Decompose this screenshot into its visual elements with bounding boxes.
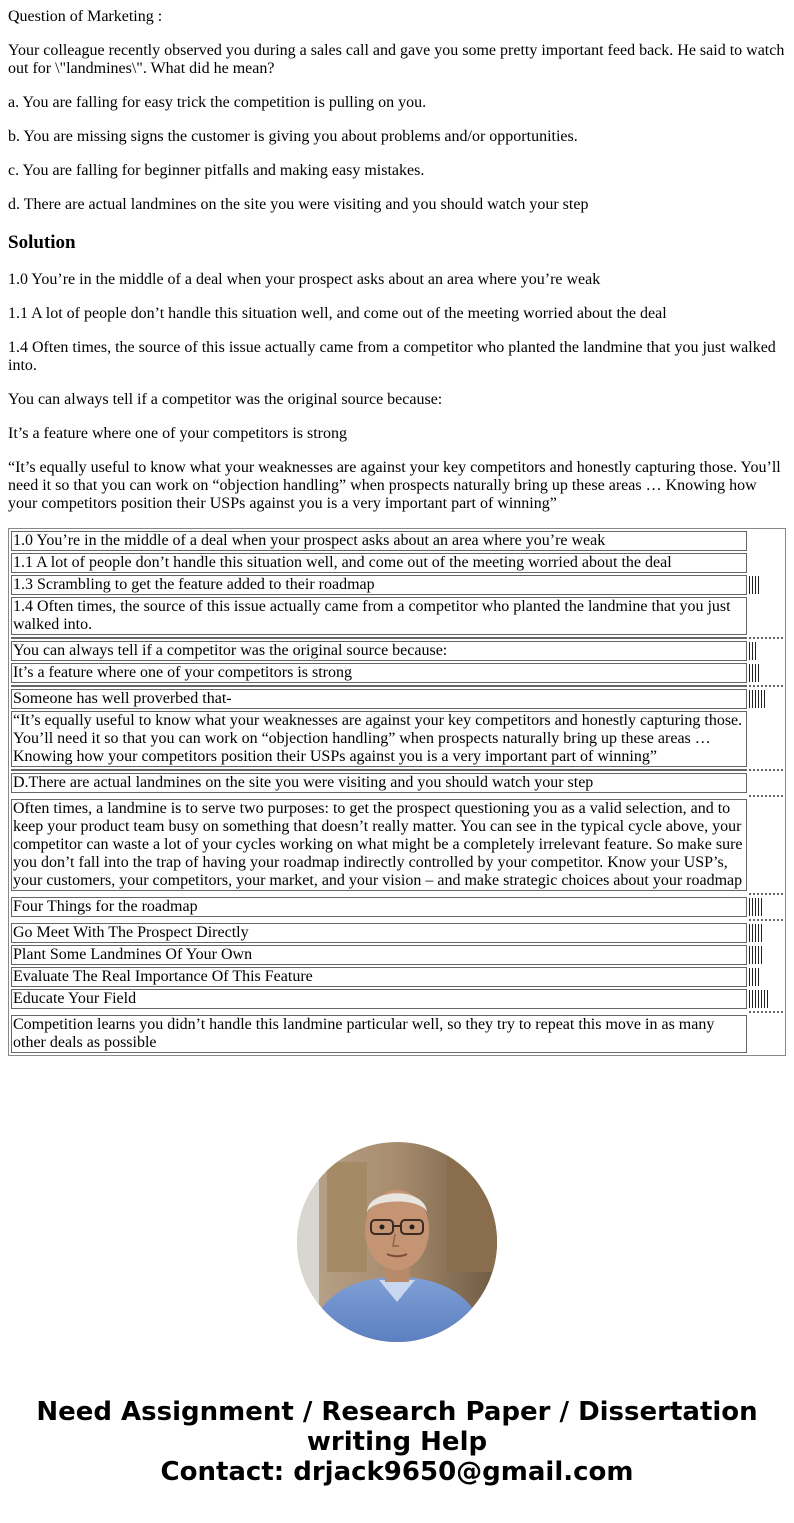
bar-mark bbox=[758, 576, 759, 594]
table-separator bbox=[11, 795, 783, 797]
bar-mark bbox=[755, 968, 756, 986]
table-separator bbox=[11, 919, 783, 921]
table-row bbox=[11, 641, 783, 661]
table-row bbox=[11, 1015, 783, 1053]
bar-mark bbox=[752, 924, 753, 942]
bar-mark bbox=[752, 898, 753, 916]
solution-paragraph: 1.4 Often times, the source of this issue actually came from a competitor who planted the landmine that you just walked into. bbox=[8, 339, 776, 374]
table-row bbox=[11, 663, 783, 683]
bar-mark bbox=[749, 664, 750, 682]
bar-mark bbox=[749, 968, 750, 986]
table-cell: Often times, a landmine is to serve two purposes: to get the prospect questioning you as a valid selection, and to keep your product team busy on something that doesn’t really matter. You can see in the typical cycle above, your competitor can waste a lot of your cycles working on what might be a completely irrelevant feature. So make sure you don’t fall into the trap of having your roadmap indirectly controlled by your competitor. Know your USP’s, your customers, your competitors, your market, and your vision – and make strategic choices about your roadmap bbox=[11, 799, 747, 891]
bar-marks bbox=[749, 968, 761, 986]
solution-quote: “It’s equally useful to know what your weaknesses are against your key competitors and honestly capturing those. You’ll need it so that you can work on “objection handling” when prospects naturally bring up these areas … Knowing how your competitors position their USPs against you is a very important part of winning” bbox=[8, 459, 781, 512]
table-row bbox=[11, 689, 783, 709]
bar-mark bbox=[752, 990, 753, 1008]
bar-mark bbox=[752, 946, 753, 964]
option-a: a. You are falling for easy trick the competition is pulling on you. bbox=[8, 94, 427, 111]
table-row bbox=[11, 967, 783, 987]
bar-mark bbox=[752, 576, 753, 594]
table-row bbox=[11, 531, 783, 551]
table-separator bbox=[11, 769, 783, 771]
table-row bbox=[11, 989, 783, 1009]
bar-mark bbox=[761, 924, 762, 942]
bar-mark bbox=[758, 946, 759, 964]
table-cell: Educate Your Field bbox=[11, 989, 747, 1009]
table-row bbox=[11, 711, 783, 767]
table-row bbox=[11, 773, 783, 793]
cta-line-1: Need Assignment / Research Paper / Dissertation writing Help bbox=[36, 1397, 758, 1457]
table-row bbox=[11, 553, 783, 573]
bar-mark bbox=[749, 990, 750, 1008]
bar-mark bbox=[749, 690, 750, 708]
bar-mark bbox=[749, 924, 750, 942]
bar-mark bbox=[752, 664, 753, 682]
bar-mark bbox=[752, 642, 753, 660]
table-row bbox=[11, 799, 783, 891]
bar-mark bbox=[758, 968, 759, 986]
table-cell: “It’s equally useful to know what your weaknesses are against your key competitors and honestly capturing those. You’ll need it so that you can work on “objection handling” when prospects naturally bring up these areas … Knowing how your competitors position their USPs against you is a very important part of winning” bbox=[11, 711, 747, 767]
bar-mark bbox=[761, 946, 762, 964]
bar-mark bbox=[761, 990, 762, 1008]
bar-mark bbox=[758, 664, 759, 682]
table-cell: Four Things for the roadmap bbox=[11, 897, 747, 917]
bar-mark bbox=[764, 990, 765, 1008]
question-prompt: Your colleague recently observed you during a sales call and gave you some pretty important feed back. He said to watch out for \"landmines\". What did he mean? bbox=[8, 42, 785, 77]
bar-mark bbox=[755, 898, 756, 916]
bar-mark bbox=[749, 946, 750, 964]
bar-marks bbox=[749, 576, 761, 594]
bar-mark bbox=[758, 690, 759, 708]
bar-mark bbox=[755, 946, 756, 964]
bar-mark bbox=[755, 664, 756, 682]
table-row bbox=[11, 597, 783, 635]
table-cell: 1.0 You’re in the middle of a deal when your prospect asks about an area where you’re weak bbox=[11, 531, 747, 551]
table-cell: 1.3 Scrambling to get the feature added to their roadmap bbox=[11, 575, 747, 595]
cta-line-2: Contact: drjack9650@gmail.com bbox=[160, 1457, 634, 1487]
bar-marks bbox=[749, 642, 758, 660]
cta-banner bbox=[0, 1397, 794, 1487]
table-separator bbox=[11, 685, 783, 687]
bar-mark bbox=[755, 690, 756, 708]
question-title: Question of Marketing : bbox=[8, 8, 163, 25]
bar-mark bbox=[761, 898, 762, 916]
bar-mark bbox=[767, 990, 768, 1008]
table-row bbox=[11, 575, 783, 595]
table-cell: It’s a feature where one of your competitors is strong bbox=[11, 663, 747, 683]
solution-paragraph: It’s a feature where one of your competitors is strong bbox=[8, 425, 348, 442]
table-row bbox=[11, 897, 783, 917]
bar-marks bbox=[749, 690, 767, 708]
bar-marks bbox=[749, 898, 764, 916]
solution-heading: Solution bbox=[8, 232, 76, 253]
bar-mark bbox=[764, 690, 765, 708]
table-cell: Plant Some Landmines Of Your Own bbox=[11, 945, 747, 965]
bar-mark bbox=[755, 990, 756, 1008]
bar-marks bbox=[749, 990, 770, 1008]
bar-mark bbox=[758, 898, 759, 916]
table-cell: Go Meet With The Prospect Directly bbox=[11, 923, 747, 943]
bar-mark bbox=[758, 924, 759, 942]
bar-mark bbox=[752, 968, 753, 986]
avatar-portrait bbox=[297, 1142, 497, 1342]
bar-mark bbox=[749, 642, 750, 660]
solution-paragraph: 1.1 A lot of people don’t handle this situation well, and come out of the meeting worried about the deal bbox=[8, 305, 667, 322]
bar-mark bbox=[761, 690, 762, 708]
bar-mark bbox=[758, 990, 759, 1008]
table-cell: Someone has well proverbed that- bbox=[11, 689, 747, 709]
bar-marks bbox=[749, 924, 764, 942]
option-c: c. You are falling for beginner pitfalls and making easy mistakes. bbox=[8, 162, 425, 179]
bar-mark bbox=[752, 690, 753, 708]
bar-mark bbox=[755, 924, 756, 942]
bar-marks bbox=[749, 946, 764, 964]
bar-mark bbox=[749, 576, 750, 594]
option-b: b. You are missing signs the customer is giving you about problems and/or opportunities. bbox=[8, 128, 578, 145]
table-row bbox=[11, 945, 783, 965]
table-separator bbox=[11, 1011, 783, 1013]
bar-mark bbox=[749, 898, 750, 916]
solution-paragraph: You can always tell if a competitor was the original source because: bbox=[8, 391, 443, 408]
table-row bbox=[11, 923, 783, 943]
solution-paragraph: 1.0 You’re in the middle of a deal when your prospect asks about an area where you’re weak bbox=[8, 271, 601, 288]
table-separator bbox=[11, 893, 783, 895]
table-cell: Evaluate The Real Importance Of This Feature bbox=[11, 967, 747, 987]
table-cell: 1.1 A lot of people don’t handle this situation well, and come out of the meeting worried about the deal bbox=[11, 553, 747, 573]
table-separator bbox=[11, 637, 783, 639]
table-cell: 1.4 Often times, the source of this issue actually came from a competitor who planted the landmine that you just walked into. bbox=[11, 597, 747, 635]
bar-mark bbox=[755, 576, 756, 594]
table-cell: D.There are actual landmines on the site you were visiting and you should watch your step bbox=[11, 773, 747, 793]
solution-table bbox=[8, 528, 786, 1056]
author-avatar bbox=[297, 1142, 497, 1342]
table-cell: Competition learns you didn’t handle this landmine particular well, so they try to repeat this move in as many other deals as possible bbox=[11, 1015, 747, 1053]
option-d: d. There are actual landmines on the site you were visiting and you should watch your step bbox=[8, 196, 589, 213]
table-cell: You can always tell if a competitor was the original source because: bbox=[11, 641, 747, 661]
bar-mark bbox=[755, 642, 756, 660]
bar-marks bbox=[749, 664, 761, 682]
